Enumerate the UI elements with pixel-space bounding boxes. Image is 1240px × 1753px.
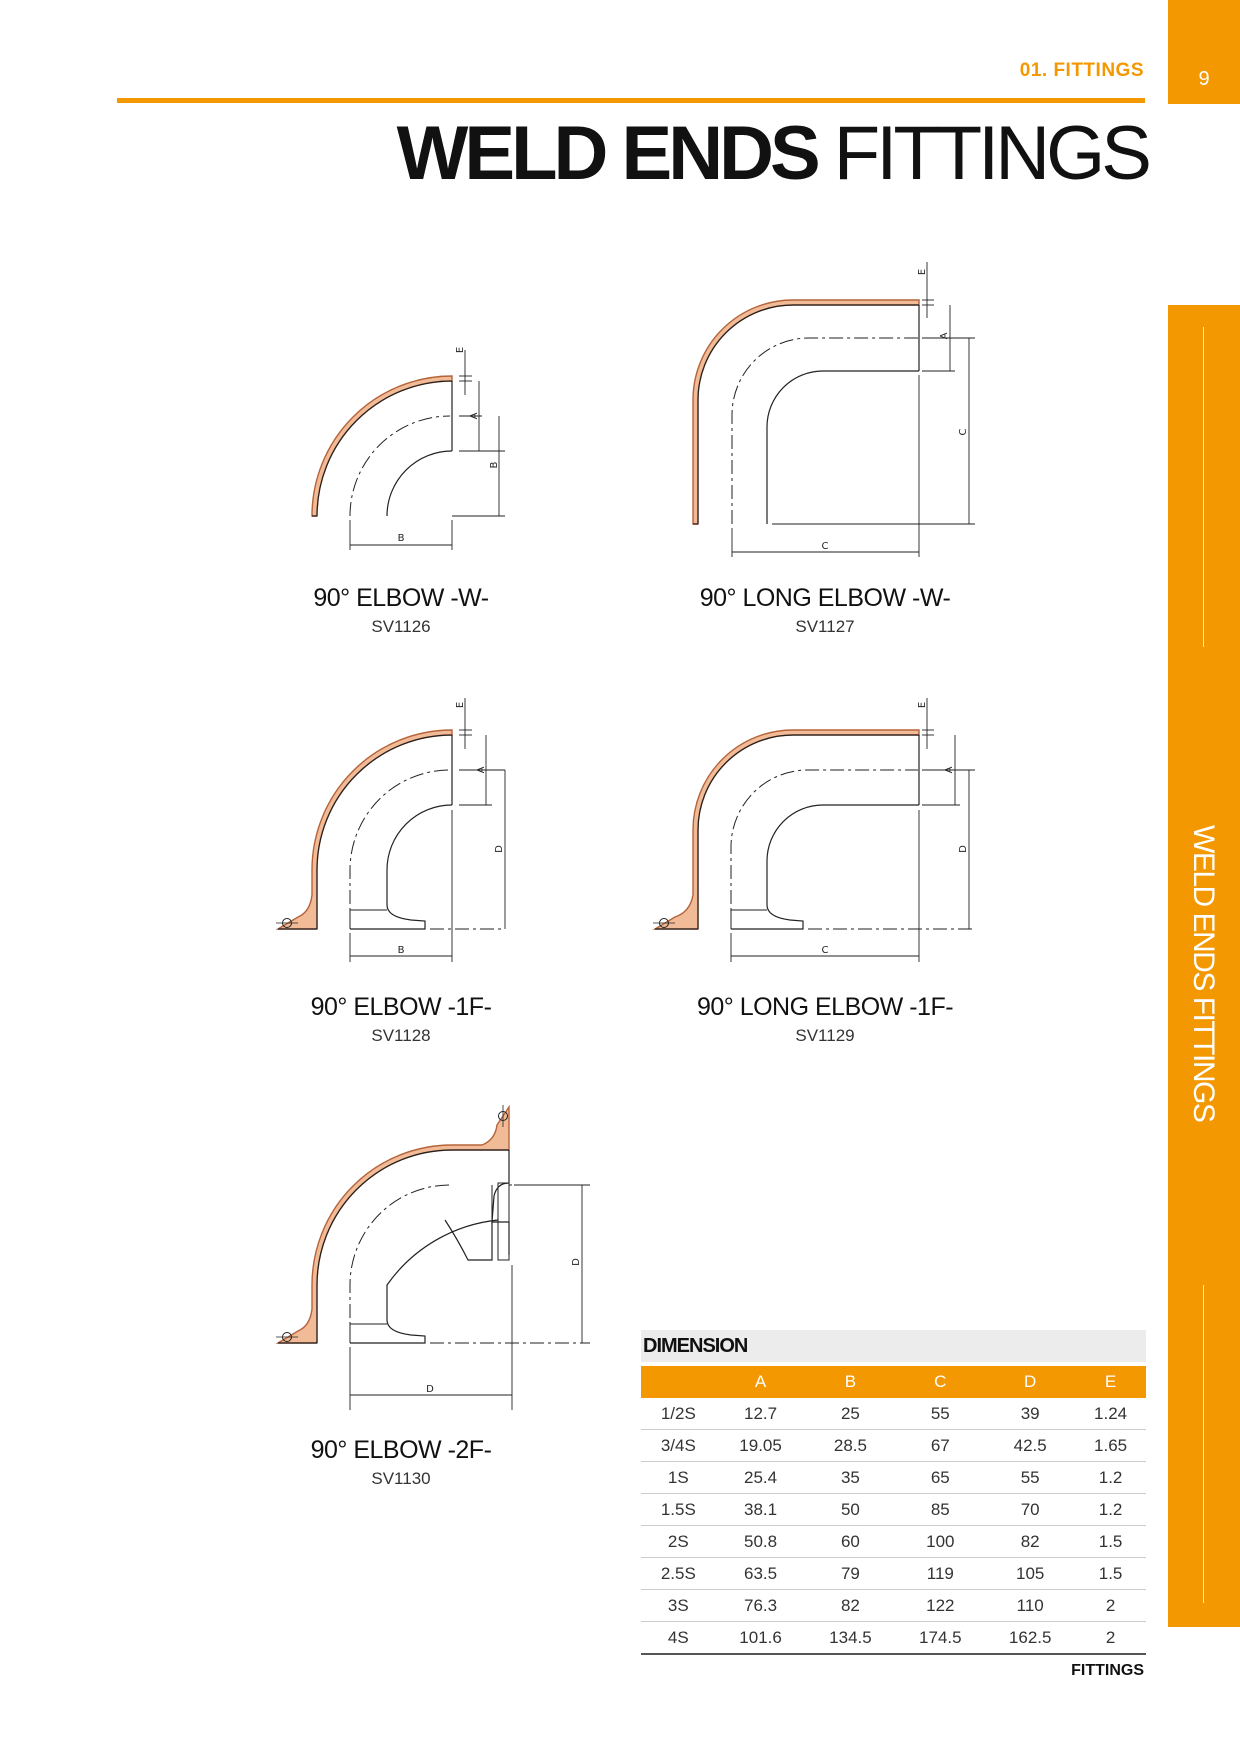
figure-elbow-w-drawing [300,330,520,550]
table-cell: 35 [806,1462,896,1494]
table-cell: 162.5 [985,1622,1075,1655]
table-cell: 50 [806,1494,896,1526]
table-row [641,1398,1146,1430]
dimension-title: DIMENSION [641,1330,1146,1362]
table-cell: 4S [641,1622,716,1655]
column-header: A [716,1366,806,1398]
dim-label: B [397,945,405,956]
table-cell: 85 [895,1494,985,1526]
dim-label: D [571,1258,582,1266]
dim-label: A [469,412,480,420]
table-cell: 42.5 [985,1430,1075,1462]
page-number-tab [1168,0,1240,104]
table-cell: 174.5 [895,1622,985,1655]
figure-elbow-2f-caption [211,1436,591,1489]
dim-label: E [917,701,928,709]
table-cell: 2 [1075,1622,1146,1655]
column-header [641,1366,716,1398]
table-cell: 101.6 [716,1622,806,1655]
dimension-table [641,1366,1146,1655]
page-title [396,111,1148,196]
table-cell: 3/4S [641,1430,716,1462]
figure-name: 90° ELBOW -W- [313,584,489,612]
table-cell: 100 [895,1526,985,1558]
table-cell: 63.5 [716,1558,806,1590]
table-cell: 1.2 [1075,1462,1146,1494]
side-tab-rule-top [1203,327,1204,647]
dim-label: E [455,701,466,709]
table-cell: 134.5 [806,1622,896,1655]
dimension-header-row [641,1366,1146,1398]
table-cell: 105 [985,1558,1075,1590]
table-cell: 1.2 [1075,1494,1146,1526]
table-cell: 39 [985,1398,1075,1430]
dim-label: B [489,461,500,469]
header-divider [117,98,1145,103]
figure-long-elbow-1f-drawing [645,690,985,960]
side-tab-rule-bottom [1203,1285,1204,1603]
dim-label: D [426,1384,434,1395]
figure-code: SV1130 [371,1469,431,1488]
figure-name: 90° ELBOW -2F- [310,1436,492,1464]
figure-long-elbow-1f-caption [635,993,1015,1046]
figure-name: 90° ELBOW -1F- [310,993,492,1021]
column-header: C [895,1366,985,1398]
dim-label: D [958,845,969,853]
table-row [641,1590,1146,1622]
page-title-light: FITTINGS [833,111,1148,196]
table-row [641,1494,1146,1526]
table-cell: 28.5 [806,1430,896,1462]
figure-elbow-2f-drawing [270,1100,590,1410]
table-cell: 1S [641,1462,716,1494]
side-section-tab [1168,305,1240,1627]
figure-code: SV1128 [371,1026,431,1045]
dim-label: A [944,766,955,774]
dim-label: B [397,533,405,544]
table-cell: 2.5S [641,1558,716,1590]
figure-name: 90° LONG ELBOW -1F- [696,993,954,1021]
table-cell: 2S [641,1526,716,1558]
table-cell: 70 [985,1494,1075,1526]
page-title-bold: WELD ENDS [396,111,817,196]
dim-label: E [917,268,928,276]
table-cell: 25 [806,1398,896,1430]
table-cell: 119 [895,1558,985,1590]
figure-long-elbow-w-caption [635,584,1015,637]
footer-label: FITTINGS [1071,1662,1144,1679]
figure-code: SV1126 [371,617,431,636]
table-cell: 1/2S [641,1398,716,1430]
table-cell: 25.4 [716,1462,806,1494]
table-cell: 3S [641,1590,716,1622]
table-cell: 60 [806,1526,896,1558]
table-cell: 1.5 [1075,1558,1146,1590]
table-cell: 1.24 [1075,1398,1146,1430]
table-cell: 1.5 [1075,1526,1146,1558]
table-row [641,1526,1146,1558]
table-cell: 19.05 [716,1430,806,1462]
column-header: D [985,1366,1075,1398]
dim-label: E [455,346,466,354]
dim-label: D [494,845,505,853]
table-cell: 55 [985,1462,1075,1494]
section-label: 01. FITTINGS [1019,60,1144,81]
side-tab-label: WELD ENDS FITTINGS [1187,825,1220,1122]
table-cell: 1.65 [1075,1430,1146,1462]
page-number: 9 [1198,68,1210,90]
dim-label: C [958,428,969,436]
table-cell: 2 [1075,1590,1146,1622]
figure-code: SV1129 [795,1026,855,1045]
dim-label: C [821,945,829,956]
column-header: E [1075,1366,1146,1398]
table-row [641,1622,1146,1655]
dimension-table-body [641,1398,1146,1654]
figure-elbow-1f-caption [211,993,591,1046]
table-row [641,1462,1146,1494]
dim-label: A [476,766,487,774]
table-cell: 82 [985,1526,1075,1558]
table-row [641,1558,1146,1590]
table-cell: 50.8 [716,1526,806,1558]
table-cell: 79 [806,1558,896,1590]
table-cell: 67 [895,1430,985,1462]
figure-long-elbow-w-drawing [680,255,990,560]
dim-label: C [821,541,829,552]
table-cell: 65 [895,1462,985,1494]
table-cell: 12.7 [716,1398,806,1430]
figure-elbow-w-caption [211,584,591,637]
table-cell: 76.3 [716,1590,806,1622]
dim-label: A [939,332,950,340]
column-header: B [806,1366,896,1398]
table-cell: 55 [895,1398,985,1430]
table-cell: 122 [895,1590,985,1622]
table-row [641,1430,1146,1462]
table-cell: 110 [985,1590,1075,1622]
table-cell: 38.1 [716,1494,806,1526]
table-cell: 82 [806,1590,896,1622]
dimension-table-block [641,1330,1146,1655]
table-cell: 1.5S [641,1494,716,1526]
figure-elbow-1f-drawing [270,690,520,960]
figure-name: 90° LONG ELBOW -W- [699,584,951,612]
figure-code: SV1127 [795,617,855,636]
